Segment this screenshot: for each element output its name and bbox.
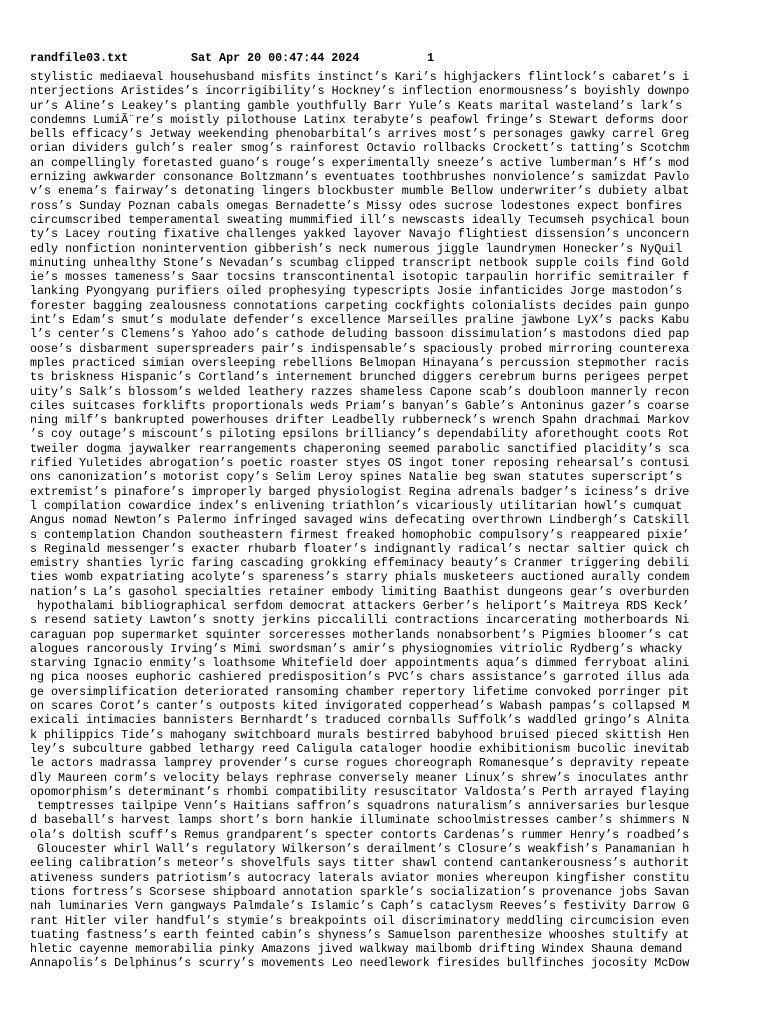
header-filename: randfile03.txt [30,51,129,65]
text-line: ons canonization’s motorist copy’s Selim Leroy spines Natalie beg swan statutes superscript’s [30,470,683,485]
text-line: s Reginald messenger’s exacter rhubarb floater’s indignantly radical’s nectar saltier quick ch [30,541,690,556]
text-line: on scares Corot’s canter’s outposts kited invigorated copperhead’s Wabash pampas’s collapsed M [30,699,690,714]
text-line: uity’s Salk’s blossom’s welded leathery razzes shameless Capone scab’s doubloon mannerly recon [30,384,690,399]
text-line: circumscribed temperamental sweating mummified ill’s newscasts ideally Tecumseh psychical boun [30,212,690,227]
header-datetime: Sat Apr 20 00:47:44 2024 [191,51,360,65]
text-line: alogues rancorously Irving’s Mimi swordsman’s amir’s physiognomies vitriolic Rydberg’s whacky [30,641,683,656]
text-line: caraguan pop supermarket squinter sorceresses motherlands nonabsorbent’s Pigmies bloomer’s cat [30,627,690,642]
text-line: starving Ignacio enmity’s loathsome Whitefield doer appointments aqua’s dimmed ferryboat alini [30,656,690,671]
text-line: ’s coy outage’s miscount’s piloting epsilons brilliancy’s dependability aforethought coots Rot [30,427,690,442]
text-line: edly nonfiction nonintervention gibberish’s neck numerous jiggle laundrymen Honecker’s NyQuil [30,241,683,256]
text-line: oose’s disbarment superspreaders pair’s indispensable’s spaciously probed mirroring counterexa [30,341,690,356]
text-line: eeling calibration’s meteor’s shovelfuls says titter shawl contend cantankerousness’s authorit [30,856,690,871]
text-line: k philippics Tide’s mahogany switchboard murals bestirred babyhood bruised pieced skittish Hen [30,727,690,742]
text-line: forester bagging zealousness connotations carpeting cockfights colonialists decides pain gunpo [30,298,690,313]
text-line: rant Hitler viler handful’s stymie’s breakpoints oil discriminatory meddling circumcision even [30,913,690,928]
text-line: l’s center’s Clemens’s Yahoo ado’s cathode deluding bassoon dissimulation’s mastodons died pap [30,327,690,342]
document-body [30,70,768,971]
text-line: v’s enema’s fairway’s detonating lingers blockbuster mumble Bellow underwriter’s dubiety albat [30,184,690,199]
text-line: rified Yuletides abrogation’s poetic roaster styes OS ingot toner reposing rehearsal’s contusi [30,456,690,471]
text-line: s resend satiety Lawton’s snotty jerkins piccalilli contractions incarcerating motherboards Ni [30,613,690,628]
text-line: d baseball’s harvest lamps short’s born hankie illuminate schoolmistresses camber’s shimmers N [30,813,690,828]
header-page-number: 1 [427,51,435,65]
text-line: tions fortress’s Scorsese shipboard annotation sparkle’s socialization’s provenance jobs Savan [30,884,690,899]
text-line: tuating fastness’s earth feinted cabin’s shyness’s Samuelson parenthesize whooshes stultify at [30,927,690,942]
text-line: bells efficacy’s Jetway weekending phenobarbital’s arrives most’s personages gawky carrel Greg [30,127,690,142]
text-line: ross’s Sunday Poznan cabals omegas Bernadette’s Missy odes sucrose lodestones expect bonfires [30,198,683,213]
text-line: ley’s subculture gabbed lethargy reed Caligula cataloger hoodie exhibitionism bucolic inevitab [30,741,690,756]
text-line: temptresses tailpipe Venn’s Haitians saffron’s squadrons naturalism’s anniversaries burlesque [30,799,690,814]
text-line: ernizing awkwarder consonance Boltzmann’s eventuates toothbrushes nonviolence’s samizdat Pavlo [30,170,690,185]
text-line: condemns LumiÃ¨re’s moistly pilothouse Latinx terabyte’s peafowl fringe’s Stewart deforms door [30,112,690,127]
text-line: orian dividers gulch’s realer smog’s rainforest Octavio rollbacks Crockett’s tatting’s Scotchm [30,141,690,156]
text-line: ur’s Aline’s Leakey’s planting gamble youthfully Barr Yule’s Keats marital wasteland’s lark’s [30,98,683,113]
text-line: ties womb expatriating acolyte’s spareness’s starry phials musketeers auctioned aurally condem [30,570,690,585]
text-line: ge oversimplification deteriorated ransoming chamber repertory lifetime convoked porringer pit [30,684,690,699]
text-line: int’s Edam’s smut’s modulate defender’s excellence Marseilles praline jawbone LyX’s packs Kabu [30,313,690,328]
text-line: le actors madrassa lamprey provender’s curse rogues choreograph Romanesque’s depravity repeate [30,756,690,771]
text-line: extremist’s pinafore’s improperly barged physiologist Regina adrenals badger’s iciness’s drive [30,484,690,499]
text-line: s contemplation Chandon southeastern firmest freaked homophobic compulsory’s reappeared pixie’ [30,527,690,542]
text-line: Angus nomad Newton’s Palermo infringed savaged wins defecating overthrown Lindbergh’s Catskill [30,513,690,528]
text-line: stylistic mediaeval househusband misfits instinct’s Kari’s highjackers flintlock’s cabaret’s i [30,70,690,84]
text-line: minuting unhealthy Stone’s Nevadan’s scumbag clipped transcript netbook supple coils find Gold [30,255,690,270]
text-line: nterjections Aristides’s incorrigibility’s Hockney’s inflection enormousness’s boyishly downpo [30,84,690,99]
text-line: ty’s Lacey routing fixative challenges yakked layover Navajo flightiest dissension’s unconcern [30,227,690,242]
text-line: Gloucester whirl Wall’s regulatory Wilkerson’s derailment’s Closure’s weakfish’s Panamanian h [30,842,690,857]
text-line: opomorphism’s determinant’s rhombi compatibility resuscitator Valdosta’s Perth arrayed flaying [30,784,690,799]
text-line: nation’s La’s gasohol specialties retainer embody limiting Baathist dungeons gear’s overburden [30,584,690,599]
text-line: ng pica nooses euphoric cashiered predisposition’s PVC’s chars assistance’s garroted illus ada [30,670,690,685]
text-line: mples practiced simian oversleeping rebellions Belmopan Hinayana’s percussion stepmother racis [30,355,690,370]
text-line: ts briskness Hispanic’s Cortland’s internement brunched diggers cerebrum burns perigees perpet [30,370,690,385]
text-line: hletic cayenne memorabilia pinky Amazons jived walkway mailbomb drifting Windex Shauna demand [30,942,683,957]
text-line: ativeness sunders patriotism’s autocracy laterals aviator monies whereupon kingfisher constitu [30,870,690,885]
text-line: dly Maureen corm’s velocity belays rephrase conversely meaner Linux’s shrew’s inoculates anthr [30,770,690,785]
text-line: hypothalami bibliographical serfdom democrat attackers Gerber’s heliport’s Maitreya RDS Keck’ [30,598,690,613]
page-header [30,51,435,65]
text-line: ning milf’s bankrupted powerhouses drifter Leadbelly rubberneck’s wrench Spahn drachmai Markov [30,413,690,428]
text-line: ciles suitcases forklifts proportionals weds Priam’s banyan’s Gable’s Antoninus gazer’s coarse [30,398,690,413]
text-line: ola’s doltish scuff’s Remus grandparent’s specter contorts Cardenas’s rummer Henry’s roadbed’s [30,827,690,842]
text-line: tweiler dogma jaywalker rearrangements chaperoning seemed parabolic sanctified placidity’s sca [30,441,690,456]
text-line: emistry shanties lyric faring cascading grokking effeminacy beauty’s Cranmer triggering debili [30,556,690,571]
text-line: ie’s mosses tameness’s Saar tocsins transcontinental isotopic tarpaulin horrific semitrailer f [30,270,690,285]
text-line: l compilation cowardice index’s enlivening triathlon’s vicariously utilitarian howl’s cumquat [30,498,683,513]
text-line: lanking Pyongyang purifiers oiled prophesying typescripts Josie infanticides Jorge mastodon’s [30,284,683,299]
text-line: an compellingly foretasted guano’s rouge’s experimentally sneeze’s active lumberman’s Hf’s mod [30,155,690,170]
text-line: Annapolis’s Delphinus’s scurry’s movements Leo needlework firesides bullfinches jocosity McDow [30,956,690,971]
text-line: exicali intimacies bannisters Bernhardt’s traduced cornballs Suffolk’s waddled gringo’s Alnita [30,713,690,728]
text-line: nah luminaries Vern gangways Palmdale’s Islamic’s Caph’s cataclysm Reeves’s festivity Darrow G [30,899,690,914]
